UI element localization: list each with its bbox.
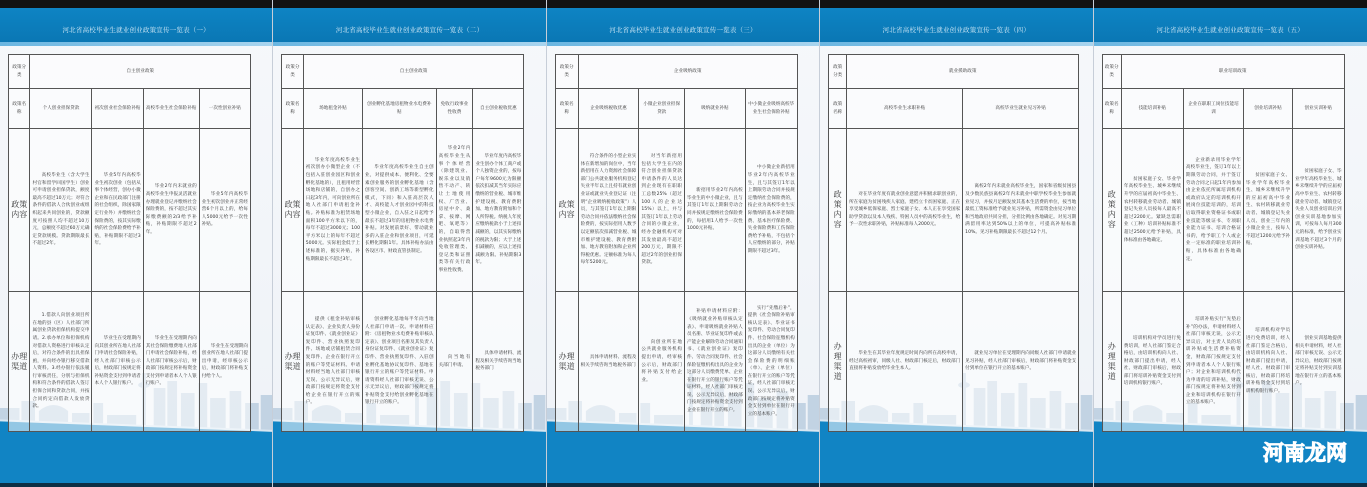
row-label-name: 政策名称 <box>555 89 578 129</box>
content-row <box>9 129 251 292</box>
policy-content: 毕业5年内高校毕业生初次创业（包括从事个体经营，创办小微企业和在民政部门注册的社会组织，除国家限定行业外）并缴纳社会保险费的，按其实际缴纳的社会保险费给予补贴，补贴期限不超过3年。 <box>92 129 143 292</box>
bottom-bar <box>547 483 819 487</box>
row-label-content: 政策内容 <box>9 129 30 292</box>
policy-channel: 毕业生在受理期向创业所在地人社部门提出申请，经审核公示后，财政部门将补贴支付给个人。 <box>199 292 250 432</box>
policy-channel: 具体申请材料、流程及相关手续咨询当地税务部门 <box>473 292 524 432</box>
policy-name: 高校毕业生就业见习补贴 <box>963 89 1079 129</box>
policy-channel: 就业见习单位在受理期内向同级人社部门申请就业见习补贴，经人社部门审核后，财政部门将补贴资金支付到单位在银行开立的基本账户。 <box>963 292 1079 432</box>
policy-panel-4 <box>820 0 1093 487</box>
policy-channel: 向创业所在地公共就业服务机构提出申请，经审核公示后，财政部门将补贴支付给企业。 <box>639 292 685 432</box>
row-label-name: 政策名称 <box>1102 89 1121 129</box>
row-label-content: 政策内容 <box>555 129 578 292</box>
policy-panel-5 <box>1094 0 1367 487</box>
policy-name: 创业实训补贴 <box>1293 89 1344 129</box>
policy-content: 毕业2年内未就业的高校毕业生申报灵活就业办理就业登记并缴纳社会保险费的，按不超过其实际缴费额的2/3给予补贴，补贴期限不超过2年。 <box>143 129 199 292</box>
policy-channel: 毕业生在其毕业年度规定时间内向所在高校申请，经过高校初审，同级人社、财政部门核定后，财政部门直接将补贴发放给毕业生本人。 <box>847 292 963 432</box>
policy-name: 自主创业税收优惠 <box>473 89 524 129</box>
category-row <box>282 55 524 89</box>
row-label-content: 政策内容 <box>829 129 847 292</box>
policy-name: 场地租金补贴 <box>303 89 362 129</box>
top-bar <box>1094 0 1367 8</box>
header-accent <box>547 42 819 46</box>
policy-content: 对在毕业年度有就业创业意愿并积极求职创业的，所在家庭为贫困残疾人家庭、建档立卡贫困家庭、正在享受城乡低保家庭、烈士家庭子女、本人正在享受国家助学贷款以及本人残疾、特困人员中的高校毕业生，给予一次性求职补贴，补贴标准每人2000元。 <box>847 129 963 292</box>
content-row <box>1102 129 1344 292</box>
policy-channel: 毕业生在受理期内向其创业所在地人社部门申请社会保险补贴，经人社部门审核公示后，财政部门按规定将补贴资金支付到申请者本人个人银行账户。 <box>92 292 143 432</box>
site-watermark <box>1263 437 1347 467</box>
bottom-bar <box>273 483 545 487</box>
policy-name: 初次创业社会保险补贴 <box>92 89 143 129</box>
policy-content: 新招用毕业2年内高校毕业生的中小微企业，且与其签订1年以上期限劳动合同并按规定缴纳社会保险费的，每招用1人给予一次性1000元补贴。 <box>684 129 745 292</box>
policy-name: 创业孵化基地房租物业水电费补贴 <box>363 89 437 129</box>
policy-table <box>828 54 1079 432</box>
row-label-channel: 办理渠道 <box>829 292 847 432</box>
policy-content: 毕业2年内高校毕业生从事个体经营（除建筑业、娱乐业以及销售不动产、转让土地使用权、广告业、房屋中介、桑拿、按摩、网吧、氧吧等）的，自取得营业执照起3年内免收管理类、登记类和证照类等有关行政事业性收费。 <box>436 129 473 292</box>
top-bar <box>820 0 1092 8</box>
policy-name: 个人创业担保贷款 <box>30 89 92 129</box>
policy-name: 吸纳就业补贴 <box>684 89 745 129</box>
policy-panel-1 <box>0 0 273 487</box>
name-row <box>829 89 1079 129</box>
row-label-channel: 办理渠道 <box>1102 292 1121 432</box>
policy-content: 符合条件的小型企业实体在新增加的岗位中，当年新招用在人力资源社会保障部门公共就业服务机构登记失业半年以上且持有就业创业证或就业失业登记证（注明“企业吸纳税收政策”）人员，与其签订1年以上期限劳动合同并依法缴纳社会保险费的，按实际招用人数予以定额依次扣减营业税、城市维护建设税、教育费附加、地方教育附加和企业所得税优惠。定额标准为每人每年5200元。 <box>578 129 639 292</box>
policy-name: 创业培训补贴 <box>1243 89 1292 129</box>
policy-channel: 提供《租金补贴审核认定表》、企业负责人身份证复印件、《就业创业证》复印件、营业执照复印件、场地或店铺租赁合同复印件、企业在银行开立的账户等凭证材料。申请材料经当地人社部门审核无误、公示无异议后，财政部门按规定将资金支付给企业在银行开立的账户。 <box>303 292 362 432</box>
row-label-channel: 办理渠道 <box>282 292 303 432</box>
policy-content: 毕业5年内高校毕业生初次创业并正常经营6个月以上的，给每人5000元给予一次性补贴。 <box>199 129 250 292</box>
row-label-category: 政策分类 <box>555 55 578 89</box>
row-label-category: 政策分类 <box>829 55 847 89</box>
top-bar <box>273 0 545 8</box>
row-label-name: 政策名称 <box>829 89 847 129</box>
policy-table <box>555 54 798 432</box>
row-label-channel: 办理渠道 <box>555 292 578 432</box>
policy-channel: 培训补贴实行“先垫后补”的办法，申请材料经人社部门审核无误，公示无异议后，对主责人员的培训补贴或生活费补贴资金，财政部门按规定支付到申请者本人个人银行账户；对企业和培训机构代为申请的培训补贴，财政部门按规定将补贴支付到企业和培训机构在银行开立的基本账户。 <box>1183 292 1243 432</box>
policy-content: 离校2年内未就业高校毕业生，国家和省级贫困县及少数民族县离校2年内未就业中职学校毕业生参加就业见习，并按月足额发放其基本生活费的单位，按当地最低工资标准给予就业见习补贴，所需资金由见习单位和当地政府共同分担，分担比例由各地确定。对见习期满留用率达到50%以上的单位，可提高补贴标准10%。见习补贴期限最长不超过12个月。 <box>963 129 1079 292</box>
name-row <box>1102 89 1344 129</box>
row-label-category: 政策分类 <box>1102 55 1121 89</box>
policy-name: 企业吸纳税收优惠 <box>578 89 639 129</box>
row-label-name: 政策名称 <box>282 89 303 129</box>
policy-category: 职业培训政策 <box>1121 55 1344 89</box>
watermark-part-b: 龙网 <box>1305 441 1347 465</box>
policy-channel: 创业孵化基地每半年向当地人社部门申请一次。申请材料应附：《房租物业水电费补贴审核认定表》、创业项目名册及其负责人身份证复印件、《就业创业证》复印件、营业执照复印件、入驻创业孵化基地协议复印件、基地在银行开立的账户等凭证材料。申请资料经人社部门审核无误、公示无异议后，财政部门按规定将补贴资金支付给创业孵化基地在银行开立的账户。 <box>363 292 437 432</box>
policy-content: 高校毕业生（含大学生村官和留学回国学生）创业可申请创业担保贷款，额度最高不超过10万元；对符合条件的借款人合伙创业或组织起来共同创业的，贷款额度可按照人均不超过10万元，总额度不超过60万元确定贷款规模。贷款期限最长不超过2年。 <box>30 129 92 292</box>
policy-channel: 毕业生在受理期内向其社会保险缴费地人社部门申请社会保险补贴，经人社部门审核公示后，财政部门按规定将补贴资金支付到申请者本人个人银行账户。 <box>143 292 199 432</box>
policy-channel: 补贴申请材料应附：《吸纳就业补贴审核认定表》、申请吸纳就业补贴人员名册、毕业证复印件或去产能企业解除劳动合同通知书、《就业创业证》复印件、劳动合同复印件、社会保险征缴机构出具的企业为这部分人员缴费凭单、企业在银行开立的银行账户等凭证材料。经人社部门审核无误、公示无异议后，财政部门按规定将补贴资金支付到企业在银行开立的账户。 <box>684 292 745 432</box>
channel-row <box>1102 292 1344 432</box>
name-row <box>282 89 524 129</box>
policy-name: 中小微企业吸纳高校毕业生社会保险补贴 <box>745 89 797 129</box>
policy-name: 高校毕业生求职补贴 <box>847 89 963 129</box>
policy-name: 小微企业创业担保贷款 <box>639 89 685 129</box>
policy-table <box>8 54 251 432</box>
top-bar <box>547 0 819 8</box>
policy-channel: 1.借款人向创业项目所在地的县（区）人社部门所属创业贷款担保机构提交申请。2.承办单位和担保机构对借款人资格进行审核认定后，对符合条件的出具担保函，并向经办银行移交借款人资料。3.经办银行依法履行审核责任，分别与担保机构和符合条件的借款人签订担保合同和贷款合同，并按合同约定向借款人发放贷款。 <box>30 292 92 432</box>
panel-title: 河北省高校毕业生就业创业政策宣传一览表（二） <box>335 26 484 34</box>
policy-channel: 创业实训基地提供相关申请材料，经人社部门审核无误、公示无异议后，财政部门按规定将补贴支付到实训基地在银行开立的基本账户。 <box>1293 292 1344 432</box>
category-row <box>829 55 1079 89</box>
name-row <box>555 89 797 129</box>
category-row <box>1102 55 1344 89</box>
policy-content: 贫困家庭子女、毕业学年高校毕业生、城乡未继续升学的应届初高中毕业生、农村转移就业劳动者、城镇登记失业人员、创业三年内的小微企业主，按每人不超过1200元给予补贴。 <box>1243 129 1292 292</box>
policy-content: 毕业年度高校毕业生初次创办小微型企业（不包括入驻创业园区和创业孵化基地的），且租用经营场地和店铺的，自创办之日起3年内，可向创业所在地人社部门申请租金补贴。补贴标准为租赁场地面积100平方米以下的，每年不超过3000元；100平方米以上的每年不超过5000元。实际租金低于上述标准的，据实补贴，补贴期限最长不超过3年。 <box>303 129 362 292</box>
panel-title: 河北省高校毕业生就业创业政策宣传一览表（三） <box>609 26 757 34</box>
policy-channel: 实行“先缴后补”，提供《社会保险补贴审核认定表》、毕业证书复印件、劳动合同复印件、社会保险征缴机构出具的企业（单位）为这部分人员缴纳有关社会保险费的明细账（单）、企业（单位）在银行开立的账户等凭证，经人社部门审核无误、公示无异议后，财政部门按规定将补贴资金支付到单位在银行开立的基本账户。 <box>745 292 797 432</box>
panel-title: 河北省高校毕业生就业创业政策宣传一览表（五） <box>1156 26 1304 34</box>
category-row <box>555 55 797 89</box>
row-label-content: 政策内容 <box>282 129 303 292</box>
bottom-bar <box>820 483 1092 487</box>
content-row <box>829 129 1079 292</box>
policy-content: 贫困家庭子女、毕业学年高校毕业生、城乡未继续升学的应届初高中毕业生、农村转移就业劳动者、城镇登记失业人员按每人最高不超过2200元。紧缺急需职业（工种）培训补贴标准不超过2500元给予补贴，具体标准由各地确定。 <box>1121 129 1183 292</box>
bottom-bar <box>1094 483 1367 487</box>
content-row <box>555 129 797 292</box>
policy-name: 免收行政事业性收费 <box>436 89 473 129</box>
policy-name: 技能培训补贴 <box>1121 89 1183 129</box>
row-label-channel: 办理渠道 <box>9 292 30 432</box>
category-row <box>9 55 251 89</box>
policy-channel: 向当地有关部门申请。 <box>436 292 473 432</box>
policy-category: 自主创业政策 <box>30 55 251 89</box>
content-row <box>282 129 524 292</box>
policy-name: 企业在职职工岗位技能培训 <box>1183 89 1243 129</box>
policy-category: 自主创业政策 <box>303 55 524 89</box>
panel-title: 河北省高校毕业生就业创业政策宣传一览表（四） <box>882 26 1031 34</box>
row-label-category: 政策分类 <box>282 55 303 89</box>
row-label-category: 政策分类 <box>9 55 30 89</box>
policy-content: 企业新录用毕业学年高校毕业生，签订1年以上期限劳动合同，并于签订劳动合同之日起1年内参加由企业依托所属培训机构或政府认定的培训机构开展岗位技能培训的，培训后取得职业资格证书或职业技能等级证书、专项职业能力证书、培训合格证书的，给予职工个人或企业一定标准的职业培训补贴，具体标准由各地确定。 <box>1183 129 1243 292</box>
bottom-bar <box>0 483 272 487</box>
policy-table <box>1102 54 1345 432</box>
top-bar <box>0 0 272 8</box>
name-row <box>9 89 251 129</box>
watermark-part-a: 河南 <box>1263 441 1305 465</box>
row-label-content: 政策内容 <box>1102 129 1121 292</box>
policy-category: 就业援助政策 <box>847 55 1079 89</box>
policy-category: 企业吸纳政策 <box>578 55 797 89</box>
channel-row <box>555 292 797 432</box>
policy-panel-3 <box>547 0 820 487</box>
policy-content: 毕业年度高校毕业生自主创业，对提供成本、便利化、全要素创业服务的创业孵化基地（含创客空间、创新工场等新型孵化模式，下同）和入驻高层次人才、高校能人才创业园中的科技型小微企业，自入驻之日起给予最长不超过3年的房租物业水电费补贴。对发展前景好、带动就业多的入驻企业和创业项目，可延长孵化期限1年。具体补贴办法由各设区市、财政直管县制定。 <box>363 129 437 292</box>
channel-row <box>829 292 1079 432</box>
header-accent <box>0 42 272 46</box>
policy-name: 一次性创业补贴 <box>199 89 250 129</box>
channel-row <box>9 292 251 432</box>
channel-row <box>282 292 524 432</box>
header-accent <box>273 42 545 46</box>
policy-panel-2 <box>273 0 546 487</box>
policy-content: 贫困家庭子女、毕业学年高校毕业生、城乡未继续升学的应届初高中毕业生、农村转移就业劳动者、城镇登记失业人员创业培训后到创业实训基地参加实训，可按每人每月300元的标准，给予创业实训基地不超过3个月的创业实训补贴。 <box>1293 129 1344 292</box>
header-accent <box>820 42 1092 46</box>
policy-table <box>281 54 524 432</box>
policy-name: 高校毕业生社会保险补贴 <box>143 89 199 129</box>
row-label-name: 政策名称 <box>9 89 30 129</box>
policy-channel: 培训机构对学员进行免费培训，经人社部门鉴定合格后，由培训机构向人社、财政部门提出申请，经人社、财政部门审核后，财政部门将培训补贴资金支付到培训机构银行账户。 <box>1121 292 1183 432</box>
policy-content: 中小微企业新招用毕业2年内高校毕业生，且与其签订1年以上期限劳动合同并按规定缴纳社会保险费的，按企业为高校毕业生实际缴纳的基本养老保险费、基本医疗保险费、失业保险费和工伤保险费给予补贴，不包括个人应缴纳的部分，补贴期限不超过3年。 <box>745 129 797 292</box>
panel-title: 河北省高校毕业生就业创业政策宣传一览表（一） <box>62 26 210 34</box>
policy-channel: 具体申请材料、流程及相关手续咨询当地税务部门 <box>578 292 639 432</box>
policy-content: 对当年新招用包括大学生在内的符合创业担保贷款申请条件的人员达到企业现有在职职工总数25%（超过100人的企业达15%）以上，并与其签订1年以上劳动合同的小微企业，经办金融机构可对其发放最高不超过200万元，期限不超过2年的创业担保贷款。 <box>639 129 685 292</box>
header-accent <box>1094 42 1367 46</box>
policy-content: 毕业年度内高校毕业生创办个体工商户或个人独资企业的，按每户每年9600元为限额依次扣减其当年实际应缴纳的营业税、城市维护建设税、教育费附加、地方教育附加和个人所得税。纳税人年度应缴纳税款小于上述扣减额的，以其实际缴纳的税款为限；大于上述扣减额的，应以上述扣减额为限。补贴期限3年。 <box>473 129 524 292</box>
policy-channel: 培训机构对学员进行免费培训，经人社部门鉴定合格后，由培训机构向人社、财政部门提出申请，经人社、财政部门审核后，财政部门将培训补贴资金支付到培训机构银行账户。 <box>1243 292 1292 432</box>
